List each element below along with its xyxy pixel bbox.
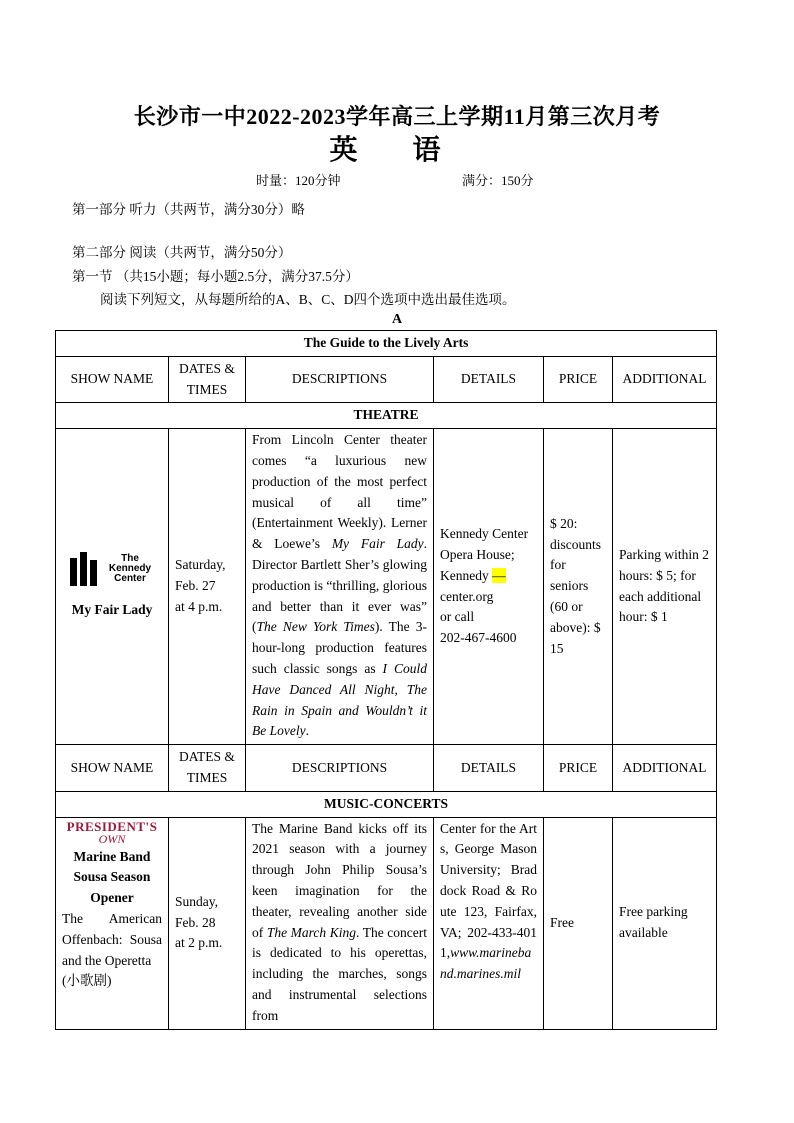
exam-time: 时量：120分钟 bbox=[256, 173, 341, 188]
desc-text: . The concert is dedicated to his operettas, including the marches, songs and instrumental selections from bbox=[252, 924, 428, 1023]
date-date: Feb. 27 bbox=[175, 578, 216, 594]
show-name: My Fair Lady bbox=[71, 602, 153, 618]
kennedy-center-icon bbox=[70, 552, 98, 586]
part1-heading: 第一部分 听力（共两节，满分30分）略 bbox=[72, 202, 305, 217]
exam-title: 长沙市一中2022-2023学年高三上学期11月第三次月考 bbox=[133, 104, 661, 129]
header-additional: ADDITIONAL bbox=[613, 745, 717, 792]
desc-italic: The New York Times bbox=[256, 619, 375, 635]
date-time: at 2 p.m. bbox=[175, 935, 223, 951]
additional-cell: Free parking available bbox=[613, 817, 717, 1029]
header-descriptions: DESCRIPTIONS bbox=[246, 356, 434, 403]
table-row-music bbox=[56, 817, 717, 1029]
header-details: DETAILS bbox=[434, 745, 544, 792]
desc-text: . Director Bartlett Sher’s glowing production is “thrilling, glorious and better than it ever was” ( bbox=[252, 536, 427, 635]
exam-score: 满分：150分 bbox=[462, 173, 534, 188]
category-music: MUSIC-CONCERTS bbox=[56, 791, 717, 817]
details-venue: Kennedy Center Opera House; bbox=[440, 526, 529, 563]
header-details: DETAILS bbox=[434, 356, 544, 403]
description-cell bbox=[246, 817, 434, 1029]
date-day: Sunday, bbox=[175, 893, 218, 909]
price-cell: Free bbox=[544, 817, 613, 1029]
desc-italic: The March King bbox=[266, 924, 356, 940]
passage-label: A bbox=[391, 312, 403, 327]
section1-heading: 第一节 （共15小题；每小题2.5分，满分37.5分） bbox=[72, 269, 359, 284]
date-day: Saturday, bbox=[175, 557, 226, 573]
details-or-call: or call bbox=[440, 609, 475, 625]
table-header-row bbox=[56, 356, 717, 403]
details-cell bbox=[434, 817, 544, 1029]
header-price: PRICE bbox=[544, 356, 613, 403]
header-show-name: SHOW NAME bbox=[56, 356, 169, 403]
lively-arts-table bbox=[55, 330, 717, 1030]
desc-text: From Lincoln Center theater comes “a luxurious new production of the most perfect musical of all time” (Entertainment Weekly). Lerner & Loewe’s bbox=[252, 432, 427, 552]
header-descriptions: DESCRIPTIONS bbox=[246, 745, 434, 792]
details-cell bbox=[434, 429, 544, 745]
details-highlight: — bbox=[492, 567, 506, 583]
header-dates-times: DATES & TIMES bbox=[169, 745, 246, 792]
date-date: Feb. 28 bbox=[175, 914, 216, 930]
part2-heading: 第二部分 阅读（共两节，满分50分） bbox=[72, 245, 292, 260]
price-cell: $ 20: discounts for seniors (60 or above): $ 15 bbox=[544, 429, 613, 745]
table-header-row-repeat bbox=[56, 745, 717, 792]
show-name: Marine Band Sousa Season Opener bbox=[73, 848, 151, 906]
header-additional: ADDITIONAL bbox=[613, 356, 717, 403]
category-theatre: THEATRE bbox=[56, 403, 717, 429]
logo-line-1: PRESIDENT'S bbox=[66, 818, 158, 834]
subject-title: 英 语 bbox=[329, 135, 465, 166]
instruction: 阅读下列短文，从每题所给的A、B、C、D四个选项中选出最佳选项。 bbox=[100, 292, 516, 307]
presidents-own-logo bbox=[62, 820, 162, 845]
date-time: at 4 p.m. bbox=[175, 599, 223, 615]
details-venue: Center for the Arts, George Mason University; Braddock Road & Route 123, Fairfax, VA; 202-433-4011, bbox=[440, 820, 537, 961]
table-title: The Guide to the Lively Arts bbox=[56, 331, 717, 357]
header-price: PRICE bbox=[544, 745, 613, 792]
date-cell bbox=[169, 429, 246, 745]
details-website: www.marineband.marines.mil bbox=[440, 945, 532, 982]
details-website-suffix: center.org bbox=[440, 588, 494, 604]
show-cell bbox=[56, 817, 169, 1029]
kennedy-center-logo bbox=[67, 552, 157, 586]
description-cell bbox=[246, 429, 434, 745]
date-cell bbox=[169, 817, 246, 1029]
details-phone: 202-467-4600 bbox=[440, 630, 517, 646]
show-subtitle: The American Offenbach: Sousa and the Operetta bbox=[62, 910, 162, 968]
kennedy-center-logo-text: The Kennedy Center bbox=[108, 553, 152, 585]
additional-cell: Parking within 2 hours: $ 5; for each additional hour: $ 1 bbox=[613, 429, 717, 745]
logo-line-2: OWN bbox=[98, 831, 126, 846]
show-cell bbox=[56, 429, 169, 745]
desc-text: The Marine Band kicks off its 2021 season with a journey through John Philip Sousa’s keen imagination for the theater, revealing another side of bbox=[252, 820, 427, 940]
show-note: (小歌剧) bbox=[62, 973, 112, 989]
header-dates-times: DATES & TIMES bbox=[169, 356, 246, 403]
header-show-name: SHOW NAME bbox=[56, 745, 169, 792]
details-website: Kennedy bbox=[440, 567, 493, 583]
desc-text: . bbox=[305, 723, 309, 739]
desc-italic: I Could Have Danced All Night, The Rain in Spain and Wouldn’t it Be Lovely bbox=[252, 660, 427, 739]
desc-italic: My Fair Lady bbox=[331, 536, 424, 552]
table-row-theatre bbox=[56, 429, 717, 745]
desc-text: ). The 3-hour-long production features such classic songs as bbox=[252, 619, 427, 676]
